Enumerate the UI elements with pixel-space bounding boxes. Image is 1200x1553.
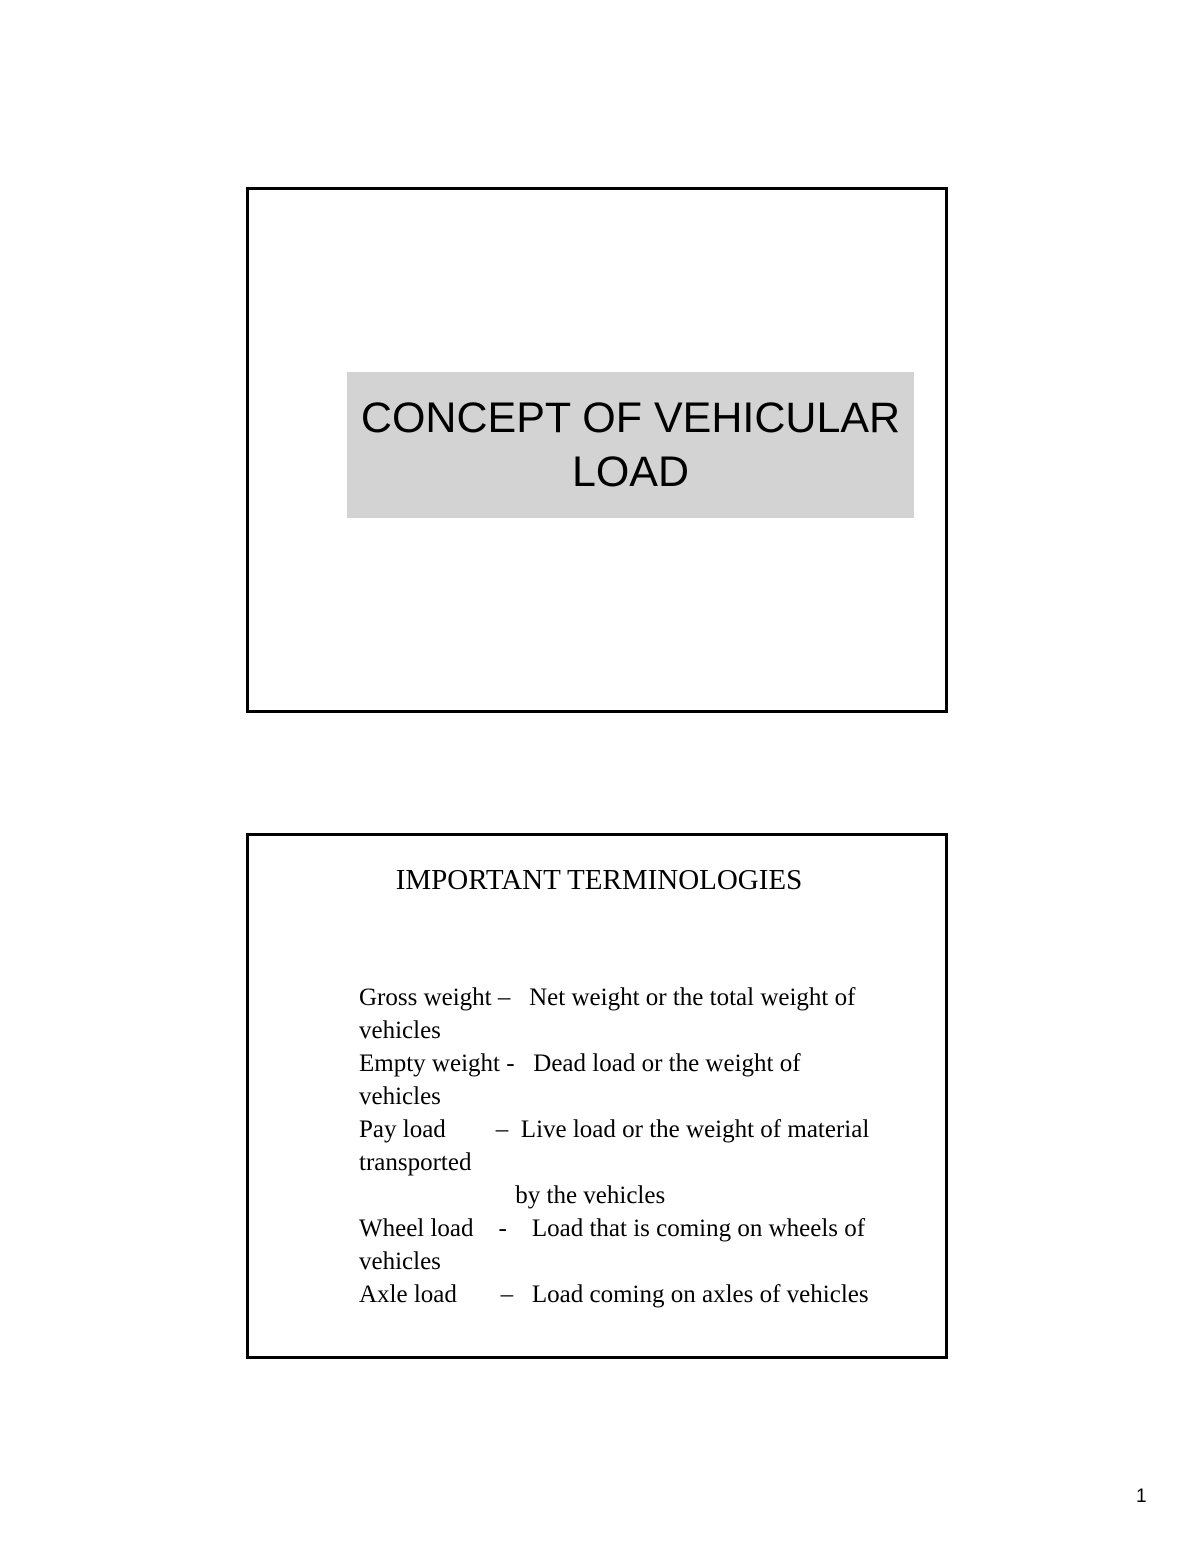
title-line-2: LOAD [571,448,690,496]
title-box [347,372,914,518]
title-line-1: CONCEPT OF VEHICULAR [360,394,901,442]
term-line: Wheel load - Load that is coming on wheels of [359,1215,866,1242]
slide-terminologies [246,833,948,1359]
term-line: by the vehicles [359,1182,666,1209]
term-line: Empty weight - Dead load or the weight of [359,1050,801,1077]
term-line: transported [359,1149,472,1176]
terminologies-heading: IMPORTANT TERMINOLOGIES [395,864,803,896]
slide-title [246,187,948,713]
page-number: 1 [1136,1486,1147,1507]
terminologies-list [359,981,949,1311]
term-line: Axle load – Load coming on axles of vehicles [359,1281,869,1308]
term-line: vehicles [359,1083,441,1110]
term-line: Pay load – Live load or the weight of material [359,1116,870,1143]
term-line: vehicles [359,1248,441,1275]
term-line: vehicles [359,1017,441,1044]
term-line: Gross weight – Net weight or the total weight of [359,984,856,1011]
